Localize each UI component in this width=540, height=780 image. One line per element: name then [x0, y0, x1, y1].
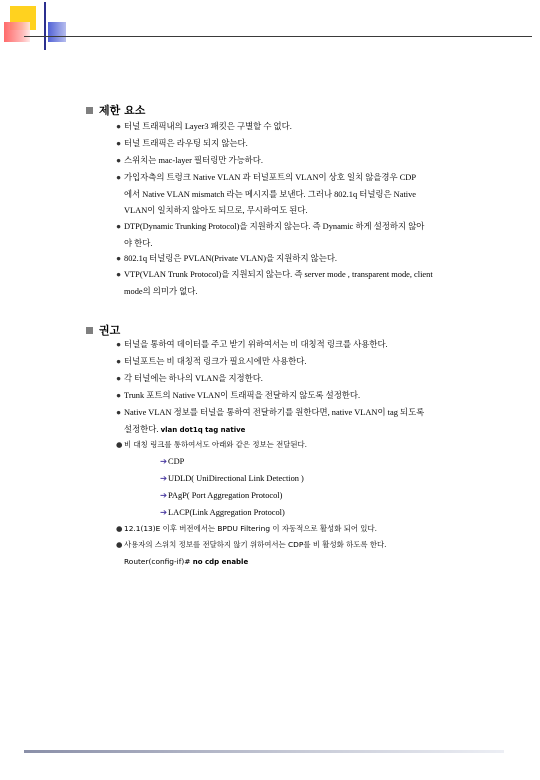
arrow-right-icon: ➔ [160, 474, 168, 483]
list-item: ● 802.1q 터널링은 PVLAN(Private VLAN)을 지원하지 않는다. [116, 251, 506, 268]
arrow-right-icon: ➔ [160, 491, 168, 500]
bullet-icon: ● [116, 440, 123, 449]
protocol-item: ➔UDLD( UniDirectional Link Detection ) [160, 474, 304, 483]
command-text: no cdp enable [192, 557, 249, 566]
list-item: ● 터널 트래픽내의 Layer3 패킷은 구별할 수 없다. [116, 119, 506, 136]
bullet-icon: ● [116, 374, 122, 383]
list-item: ● 터널포트는 비 대칭적 링크가 필요시에만 사용한다. [116, 354, 506, 371]
protocol-item: ➔CDP [160, 457, 185, 466]
bullet-icon: ● [116, 357, 122, 366]
list-item: ● 터널 트래픽은 라우팅 되지 않는다. [116, 136, 506, 153]
bullet-icon: ● [116, 222, 122, 231]
list-item: ● 사용자의 스위치 정보를 전달하지 않기 위하여서는 CDP를 비 활성화 하도록 한다. Router(config-if)# no cdp enable [116, 537, 506, 570]
bullet-icon: ● [116, 391, 122, 400]
square-bullet-icon [86, 327, 93, 334]
protocol-item: ➔LACP(Link Aggregation Protocol) [160, 508, 285, 517]
list-item: ● Native VLAN 정보를 터널을 통하여 전달하기를 원한다면, native VLAN이 tag 되도록 설정한다. vlan dot1q tag native [116, 405, 506, 438]
bullet-icon: ● [116, 540, 123, 549]
square-bullet-icon [86, 107, 93, 114]
decor-red-square [4, 22, 30, 42]
command-text: vlan dot1q tag native [160, 425, 246, 434]
bullet-icon: ● [116, 139, 122, 148]
decor-vertical-line [44, 2, 46, 50]
bullet-icon: ● [116, 122, 122, 131]
bullet-icon: ● [116, 270, 122, 279]
section-title: 제한 요소 [99, 104, 146, 117]
footer-rule [24, 750, 504, 753]
list-item: ● 각 터널에는 하나의 VLAN을 지정한다. [116, 371, 506, 388]
section-title: 권고 [99, 324, 121, 337]
decor-blue-square [48, 22, 66, 42]
list-item: ● Trunk 포트의 Native VLAN이 트래픽을 전달하지 않도록 설정한다. [116, 388, 506, 405]
header-rule [24, 36, 532, 37]
list-item: ● 터널을 통하여 데이터를 주고 받기 위하여서는 비 대칭적 링크를 사용한다. [116, 337, 506, 354]
list-item: ● 스위치는 mac-layer 필터링만 가능하다. [116, 153, 506, 170]
arrow-right-icon: ➔ [160, 508, 168, 517]
list-item: ● 가입자측의 트렁크 Native VLAN 과 터널포트의 VLAN이 상호 일치 않을경우 CDP 에서 Native VLAN mismatch 라는 메시지를 보낸다. 그러나 802.1q 터널링은 Native VLAN이 일치하지 않아도 되므로, 무시하여도 된다. [116, 170, 506, 220]
protocol-item: ➔PAgP( Port Aggregation Protocol) [160, 491, 283, 500]
bullet-icon: ● [116, 340, 122, 349]
list-item: ● VTP(VLAN Trunk Protocol)을 지원되지 않는다. 즉 server mode , transparent mode, client mode의 의미가 없다. [116, 267, 506, 300]
bullet-icon: ● [116, 524, 123, 533]
section-recommendations-heading [86, 322, 120, 338]
section-limitations-heading [86, 102, 145, 118]
bullet-icon: ● [116, 254, 122, 263]
arrow-right-icon: ➔ [160, 457, 168, 466]
list-item: ● 비 대칭 링크를 통하여서도 아래와 같은 정보는 전달된다. [116, 437, 506, 454]
bullet-icon: ● [116, 156, 122, 165]
bullet-icon: ● [116, 173, 122, 182]
list-item: ● DTP(Dynamic Trunking Protocol)을 지원하지 않는다. 즉 Dynamic 하게 설정하지 않아 야 한다. [116, 219, 506, 252]
list-item: ● 12.1(13)E 이후 버전에서는 BPDU Filtering 이 자동적으로 활성화 되어 있다. [116, 521, 506, 538]
bullet-icon: ● [116, 408, 122, 417]
